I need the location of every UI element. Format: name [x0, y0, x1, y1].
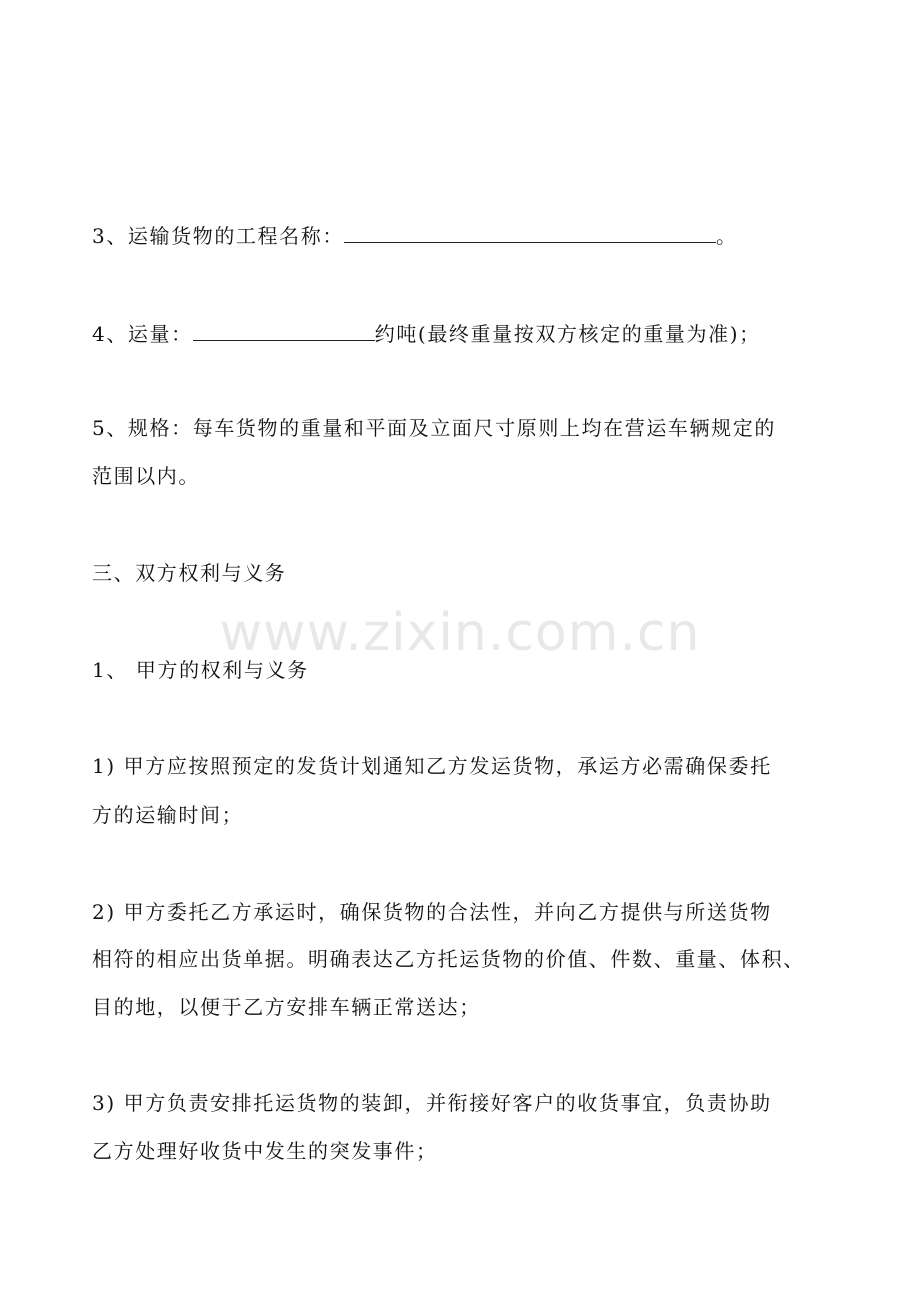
item-3-label: 3、运输货物的工程名称：	[92, 224, 344, 248]
item-4-volume	[92, 320, 840, 348]
volume-blank	[193, 320, 375, 341]
watermark: www.zixin.com.cn	[219, 603, 701, 663]
item-4-label: 4、运量：	[92, 322, 193, 346]
clause-2-line-1: 2) 甲方委托乙方承运时，确保货物的合法性，并向乙方提供与所送货物	[92, 900, 772, 924]
clause-2-line-2: 相符的相应出货单据。明确表达乙方托运货物的价值、件数、重量、体积、	[92, 947, 805, 971]
section-3-heading: 三、双方权利与义务	[92, 561, 287, 585]
item-3-end: 。	[715, 224, 738, 248]
clause-1-line-2: 方的运输时间；	[92, 803, 244, 827]
party-a-heading: 1、 甲方的权利与义务	[92, 658, 309, 682]
item-4-end: 约吨(最终重量按双方核定的重量为准)；	[374, 322, 761, 346]
item-5-line-2: 范围以内。	[92, 464, 200, 488]
clause-2-line-3: 目的地，以便于乙方安排车辆正常送达；	[92, 995, 481, 1019]
item-3-project-name	[92, 222, 840, 250]
item-5-line-1: 5、规格：每车货物的重量和平面及立面尺寸原则上均在营运车辆规定的	[92, 416, 776, 440]
clause-3-line-1: 3) 甲方负责安排托运货物的装卸，并衔接好客户的收货事宜，负责协助	[92, 1091, 772, 1115]
clause-1-line-1: 1) 甲方应按照预定的发货计划通知乙方发运货物，承运方必需确保委托	[92, 754, 772, 778]
project-name-blank	[344, 222, 716, 243]
clause-3-line-2: 乙方处理好收货中发生的突发事件；	[92, 1139, 438, 1163]
